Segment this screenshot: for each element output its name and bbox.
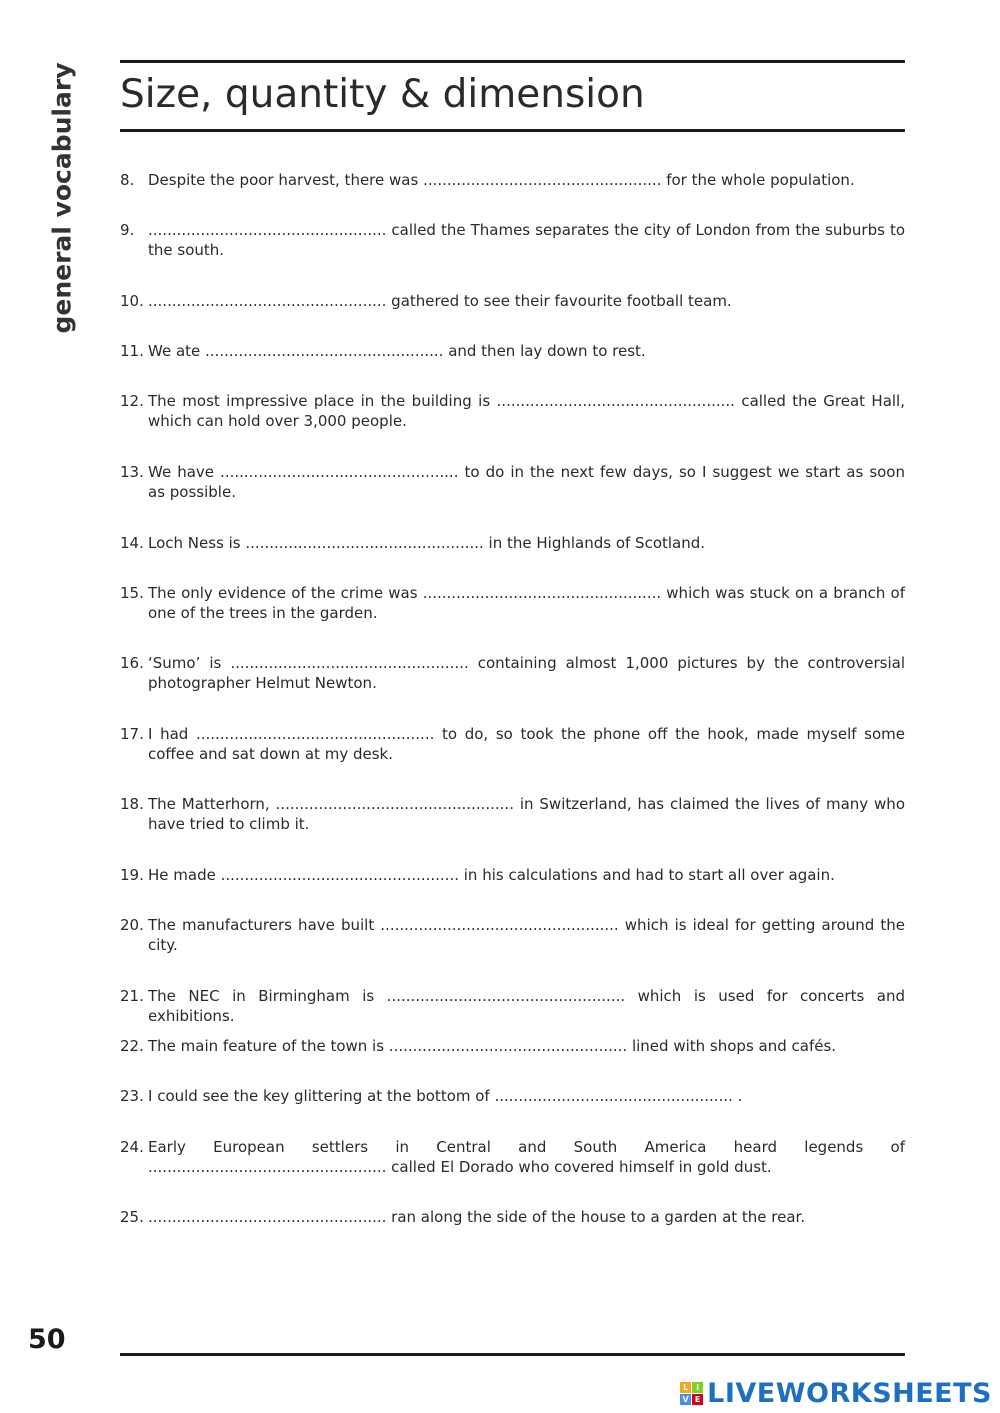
- item-number: 17.: [120, 725, 144, 743]
- item-text: Early European settlers in Central and South America heard legends of .................................................. called El Dorado who covered himself in gold dust.: [148, 1138, 905, 1176]
- page-title: Size, quantity & dimension: [120, 72, 645, 117]
- exercise-item: [120, 865, 905, 885]
- item-text: .................................................. gathered to see their favourite football team.: [148, 292, 732, 310]
- exercise-item: [120, 1086, 905, 1106]
- item-text: Despite the poor harvest, there was .................................................. for the whole population.: [148, 171, 855, 189]
- item-text: The main feature of the town is .................................................. lined with shops and cafés.: [148, 1037, 837, 1055]
- item-number: 11.: [120, 342, 144, 360]
- exercise-item: [120, 724, 905, 764]
- footer-rule: [120, 1353, 905, 1356]
- item-text: Loch Ness is .................................................. in the Highlands of Scotland.: [148, 534, 706, 552]
- item-text: I could see the key glittering at the bottom of .................................................. .: [148, 1087, 743, 1105]
- title-underline-rule: [120, 129, 905, 132]
- section-side-label: general vocabulary: [47, 62, 77, 334]
- item-number: 18.: [120, 795, 144, 813]
- item-number: 16.: [120, 654, 144, 672]
- item-text: The NEC in Birmingham is .................................................. which is used for concerts and exhibitions.: [148, 987, 905, 1025]
- exercise-item: [120, 794, 905, 834]
- item-text: He made .................................................. in his calculations and had to start all over again.: [148, 866, 835, 884]
- item-number: 22.: [120, 1037, 144, 1055]
- item-number: 15.: [120, 584, 144, 602]
- top-rule: [120, 60, 905, 63]
- item-number: 23.: [120, 1087, 144, 1105]
- exercise-item: [120, 653, 905, 693]
- exercise-item: [120, 341, 905, 361]
- item-text: ‘Sumo’ is .................................................. containing almost 1,000 pictures by the controversial photographer Helmut Newton.: [148, 654, 905, 692]
- exercise-item: [120, 1207, 905, 1227]
- exercise-item: [120, 1036, 905, 1056]
- brand-logo: [680, 1378, 992, 1409]
- item-text: .................................................. ran along the side of the house to a garden at the rear.: [148, 1208, 806, 1226]
- exercise-item: [120, 220, 905, 260]
- exercise-item: [120, 291, 905, 311]
- exercise-item: [120, 533, 905, 553]
- item-text: The most impressive place in the building is .................................................. called the Great Hall, which can hold over 3,000 people.: [148, 392, 905, 430]
- liveworksheets-logo-icon: L I V E: [680, 1382, 703, 1405]
- item-number: 12.: [120, 392, 144, 410]
- exercise-item: [120, 915, 905, 955]
- item-number: 19.: [120, 866, 144, 884]
- item-text: The Matterhorn, .................................................. in Switzerland, has claimed the lives of many who have tried to climb it.: [148, 795, 905, 833]
- item-number: 25.: [120, 1208, 144, 1226]
- item-text: The manufacturers have built .................................................. which is ideal for getting around the city.: [148, 916, 905, 954]
- exercise-item: [120, 391, 905, 431]
- exercise-item: [120, 1137, 905, 1177]
- exercise-item: [120, 170, 905, 190]
- item-number: 20.: [120, 916, 144, 934]
- exercise-item: [120, 583, 905, 623]
- item-text: We ate .................................................. and then lay down to rest.: [148, 342, 646, 360]
- page-number: 50: [28, 1324, 66, 1355]
- item-number: 24.: [120, 1138, 144, 1156]
- item-number: 13.: [120, 463, 144, 481]
- item-text: I had .................................................. to do, so took the phone off the hook, made myself some coffee and sat down at my desk.: [148, 725, 905, 763]
- item-number: 9.: [120, 221, 135, 239]
- item-number: 8.: [120, 171, 135, 189]
- item-number: 14.: [120, 534, 144, 552]
- item-number: 21.: [120, 987, 144, 1005]
- item-number: 10.: [120, 292, 144, 310]
- item-text: We have .................................................. to do in the next few days, so I suggest we start as soon as possible.: [148, 463, 905, 501]
- item-text: .................................................. called the Thames separates the city of London from the suburbs to the south.: [148, 221, 905, 259]
- item-text: The only evidence of the crime was .................................................. which was stuck on a branch of one of the trees in the garden.: [148, 584, 905, 622]
- exercise-item: [120, 986, 905, 1026]
- exercise-item: [120, 462, 905, 502]
- brand-name: LIVEWORKSHEETS: [707, 1378, 992, 1409]
